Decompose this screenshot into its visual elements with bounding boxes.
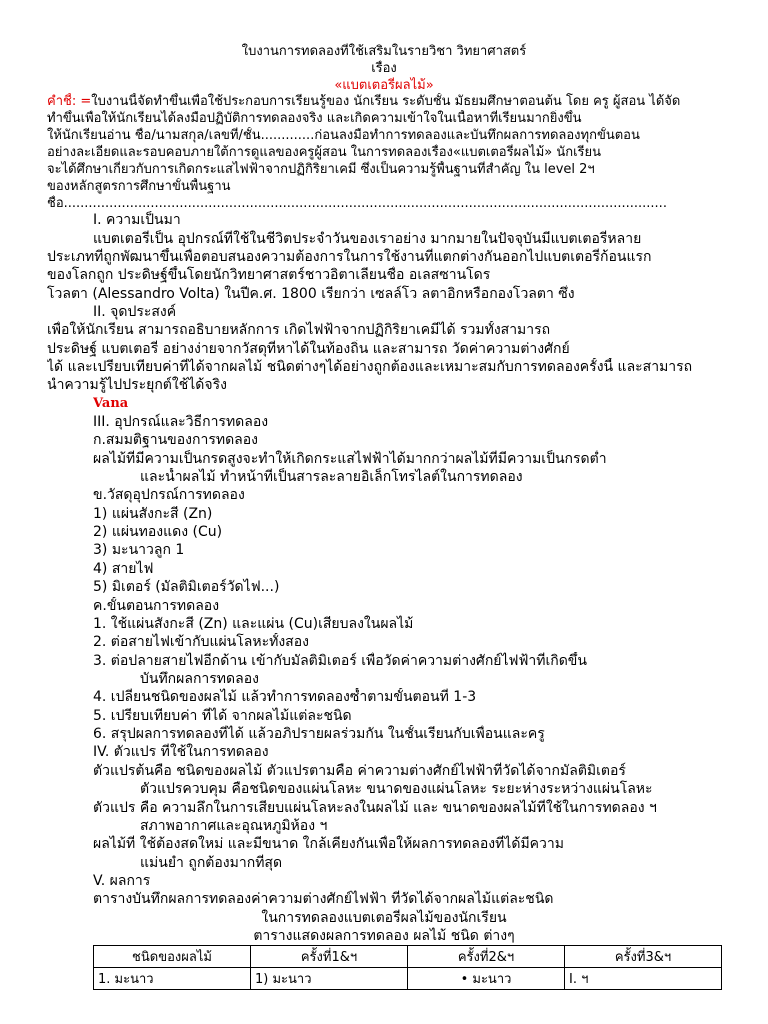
- section-3-sub-b: ข.วัสดุอุปกรณ์การทดลอง: [93, 487, 245, 503]
- results-table: [93, 945, 722, 990]
- hypothesis-line-1: ผลไม้ที่มีความเป็นกรดสูงจะทำให้เกิดกระแสไฟฟ้าได้มากกว่าผลไม้ที่มีความเป็นกรดต่ำ: [93, 451, 607, 467]
- section-4-heading: IV. ตัวแปร ที่ใช้ในการทดลอง: [93, 744, 269, 760]
- document-subtitle: เรื่อง: [371, 61, 397, 76]
- table-cell: I. ฯ: [565, 968, 722, 990]
- step-4: 4. เปลี่ยนชนิดของผลไม้ แล้วทำการทดลองซ้ำตามขั้นตอนที่ 1-3: [93, 689, 477, 705]
- results-line-2: ในการทดลองแบตเตอรี่ผลไม้ของนักเรียน: [261, 910, 507, 926]
- material-1: 1) แผ่นสังกะสี (Zn): [93, 506, 213, 522]
- variables-line-1: ตัวแปรต้นคือ ชนิดของผลไม้ ตัวแปรตามคือ ค่าความต่างศักย์ไฟฟ้าที่วัดได้จากมัลติมิเตอร์: [93, 763, 626, 779]
- variables-line-6: แม่นยำ ถูกต้องมากที่สุด: [140, 855, 283, 871]
- section-2-line-1: เพื่อให้นักเรียน สามารถอธิบายหลักการ เกิดไฟฟ้าจากปฏิกิริยาเคมีได้ รวมทั้งสามารถ: [47, 322, 551, 338]
- vana-label: Vana: [93, 396, 129, 411]
- intro-line-4: อย่างละเอียดและรอบคอบภายใต้การดูแลของครูผู้สอน ในการทดลองเรื่อง«แบตเตอรี่ผลไม้» นักเรียน: [47, 145, 602, 160]
- name-dotted-line: ชื่อ..................................................................................................................................................: [47, 196, 667, 211]
- step-3: 3. ต่อปลายสายไฟอีกด้าน เข้ากับมัลติมิเตอร์ เพื่อวัดค่าความต่างศักย์ไฟฟ้าที่เกิดขึ้น: [93, 653, 587, 669]
- table-cell: • มะนาว: [408, 968, 565, 990]
- section-1-heading: I. ความเป็นมา: [93, 212, 181, 228]
- material-4: 4) สายไฟ: [93, 561, 154, 577]
- step-2: 2. ต่อสายไฟเข้ากับแผ่นโลหะทั้งสอง: [93, 634, 309, 650]
- section-2-line-2: ประดิษฐ์ แบตเตอรี่ อย่างง่ายจากวัสดุที่หาได้ในท้องถิ่น และสามารถ วัดค่าความต่างศักย์: [47, 341, 570, 357]
- intro-line-3: ให้นักเรียนอ่าน ชื่อ/นามสกุล/เลขที่/ชั้น.............ก่อนลงมือทำการทดลองและบันทึกผลการทดลองทุกขั้นตอน: [47, 128, 640, 143]
- hypothesis-line-2: และน้ำผลไม้ ทำหน้าที่เป็นสารละลายอิเล็กโทรไลต์ในการทดลอง: [140, 469, 523, 485]
- step-1: 1. ใช้แผ่นสังกะสี (Zn) และแผ่น (Cu)เสียบลงในผลไม้: [93, 616, 414, 632]
- material-2: 2) แผ่นทองแดง (Cu): [93, 524, 223, 540]
- intro-line-1: [47, 93, 722, 111]
- section-3-sub-c: ค.ขั้นตอนการทดลอง: [93, 598, 220, 614]
- table-header-trial-2: ครั้งที่2&ฯ: [408, 946, 565, 968]
- step-5: 5. เปรียบเทียบค่า ที่ได้ จากผลไม้แต่ละชนิด: [93, 708, 352, 724]
- step-6: 6. สรุปผลการทดลองที่ได้ แล้วอภิปรายผลร่วมกัน ในชั้นเรียนกับเพื่อนและครู: [93, 726, 545, 742]
- intro-text-1: ใบงานนี้จัดทำขึ้นเพื่อใช้ประกอบการเรียนรู้ของ นักเรียน ระดับชั้น มัธยมศึกษาตอนต้น โดย ครู ผู้สอน ได้จัด: [91, 94, 681, 109]
- section-1-line-4: โวลตา (Alessandro Volta) ในปีค.ศ. 1800 เรียกว่า เซลล์โว ลตาอิกหรือกองโวลตา ซึ่ง: [47, 286, 575, 302]
- intro-line-5: จะได้ศึกษาเกี่ยวกับการเกิดกระแสไฟฟ้าจากปฏิกิริยาเคมี ซึ่งเป็นความรู้พื้นฐานที่สำคัญ ใน level 2ฯ: [47, 162, 595, 177]
- table-header-fruit: ชนิดของผลไม้: [94, 946, 251, 968]
- table-cell: 1. มะนาว: [94, 968, 251, 990]
- table-cell: 1) มะนาว: [251, 968, 408, 990]
- table-header-row: [94, 946, 722, 968]
- section-2-line-4: นำความรู้ไปประยุกต์ใช้ได้จริง: [47, 377, 227, 393]
- table-row: [94, 968, 722, 990]
- section-2-heading: II. จุดประสงค์: [93, 304, 177, 320]
- table-header-trial-3: ครั้งที่3&ฯ: [565, 946, 722, 968]
- variables-line-3: ตัวแปร คือ ความลึกในการเสียบแผ่นโลหะลงในผลไม้ และ ขนาดของผลไม้ที่ใช้ในการทดลอง ฯ: [93, 800, 657, 816]
- table-caption: ตารางแสดงผลการทดลอง ผลไม้ ชนิด ต่างๆ: [253, 928, 515, 944]
- results-line-1: ตารางบันทึกผลการทดลองค่าความต่างศักย์ไฟฟ้า ที่วัดได้จากผลไม้แต่ละชนิด: [93, 891, 554, 907]
- section-3-heading: III. อุปกรณ์และวิธีการทดลอง: [93, 414, 269, 430]
- material-3: 3) มะนาวลูก 1: [93, 542, 185, 558]
- table-header-trial-1: ครั้งที่1&ฯ: [251, 946, 408, 968]
- variables-line-5: ผลไม้ที่ ใช้ต้องสดใหม่ และมีขนาด ใกล้เคียงกันเพื่อให้ผลการทดลองที่ได้มีความ: [93, 836, 564, 852]
- section-1-line-3: ของโลกถูก ประดิษฐ์ขึ้นโดยนักวิทยาศาสตร์ชาวอิตาเลียนชื่อ อเลสซานโดร: [47, 267, 491, 283]
- section-5-heading: V. ผลการ: [93, 873, 151, 889]
- variables-line-2: ตัวแปรควบคุม คือชนิดของแผ่นโลหะ ขนาดของแผ่นโลหะ ระยะห่างระหว่างแผ่นโลหะ: [140, 781, 653, 797]
- intro-line-6: ของหลักสูตรการศึกษาขั้นพื้นฐาน: [47, 179, 231, 194]
- material-5: 5) มิเตอร์ (มัลติมิเตอร์วัดไฟ...): [93, 579, 280, 595]
- section-1-line-1: แบตเตอรี่เป็น อุปกรณ์ที่ใช้ในชีวิตประจำวันของเราอย่าง มากมายในปัจจุบันมีแบตเตอรี่หลาย: [93, 231, 642, 247]
- document-title: ใบงานการทดลองที่ใช้เสริมในรายวิชา วิทยาศาสตร์: [241, 44, 527, 59]
- section-3-sub-a: ก.สมมติฐานของการทดลอง: [93, 432, 258, 448]
- intro-line-2: ทำขึ้นเพื่อให้นักเรียนได้ลงมือปฏิบัติการทดลองจริง และเกิดความเข้าใจในเนื้อหาที่เรียนมากยิ่งขึ้น: [47, 111, 582, 126]
- experiment-title: «แบตเตอรี่ผลไม้»: [334, 78, 434, 93]
- step-3-cont: บันทึกผลการทดลอง: [140, 671, 259, 687]
- intro-label: คำชี้: =: [47, 94, 92, 109]
- section-2-line-3: ได้ และเปรียบเทียบค่าที่ได้จากผลไม้ ชนิดต่างๆได้อย่างถูกต้องและเหมาะสมกับการทดลองครั้งนี้ และสามารถ: [47, 359, 693, 375]
- section-1-line-2: ประเภทที่ถูกพัฒนาขึ้นเพื่อตอบสนองความต้องการในการใช้งานที่แตกต่างกันออกไปแบตเตอรี่ก้อนแรก: [47, 249, 652, 265]
- variables-line-4: สภาพอากาศและอุณหภูมิห้อง ฯ: [140, 818, 328, 834]
